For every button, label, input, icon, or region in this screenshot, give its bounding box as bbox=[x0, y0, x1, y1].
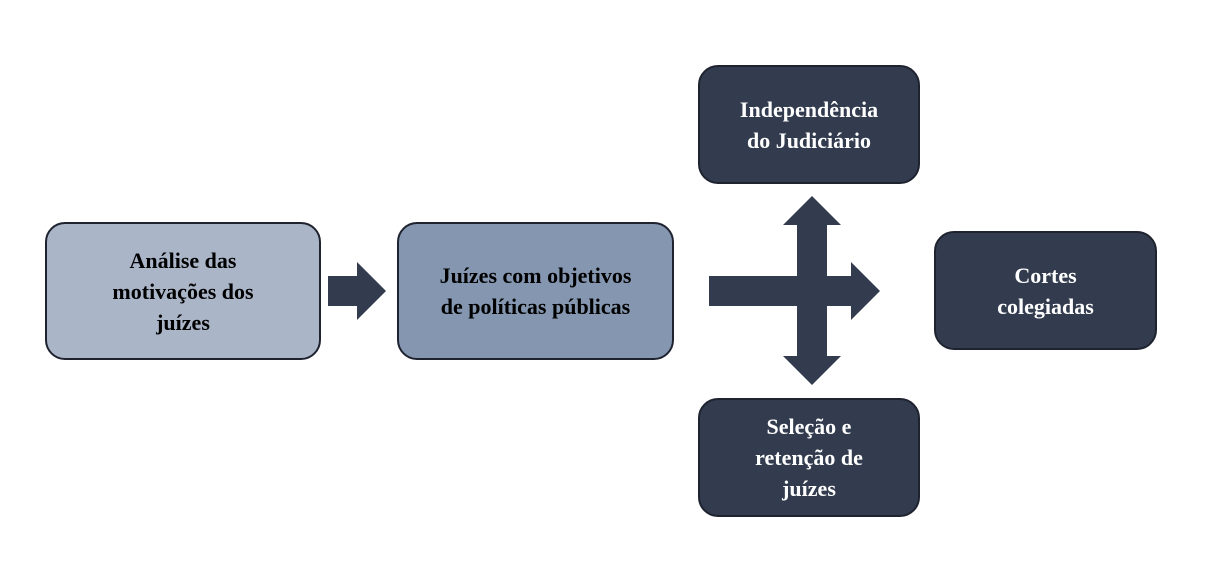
node-juizes-label: Juízes com objetivos de políticas públicas bbox=[439, 263, 632, 319]
node-selecao-label: Seleção e retenção de juízes bbox=[755, 414, 863, 501]
arrow-analise-to-juizes bbox=[328, 262, 386, 320]
node-juizes-objetivos bbox=[397, 222, 674, 360]
node-independencia-label: Independência do Judiciário bbox=[739, 96, 879, 153]
node-cortes-label: Cortes colegiadas bbox=[997, 262, 1094, 319]
arrow-horizontal-to-cortes bbox=[709, 262, 880, 320]
node-cortes-colegiadas bbox=[934, 231, 1157, 350]
node-selecao-retencao bbox=[698, 398, 920, 517]
node-analise-label: Análise das motivações dos juízes bbox=[112, 247, 254, 335]
node-independencia-judiciario bbox=[698, 65, 920, 184]
node-analise-motivacoes bbox=[45, 222, 321, 360]
